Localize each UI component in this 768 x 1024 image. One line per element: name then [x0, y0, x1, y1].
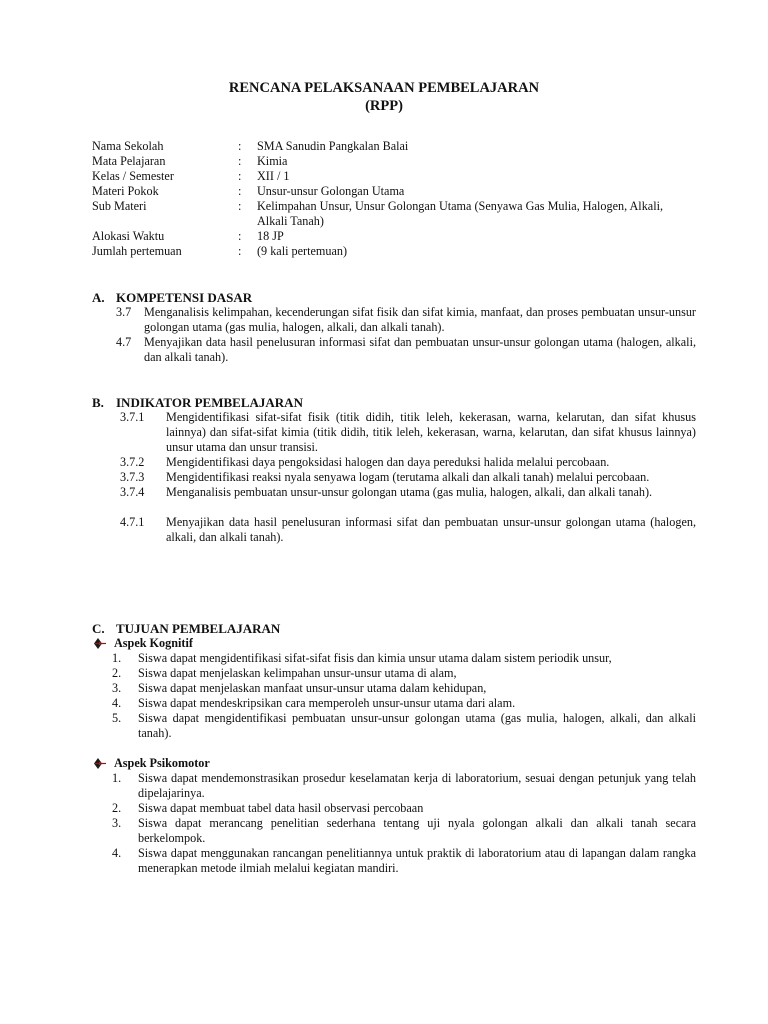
info-colon: : — [238, 169, 242, 183]
aspect-psikomotor-heading — [92, 756, 696, 771]
objective-text: Siswa dapat menjelaskan manfaat unsur-unsur utama dalam kehidupan, — [138, 681, 487, 695]
info-value: SMA Sanudin Pangkalan Balai — [257, 139, 409, 153]
info-label: Mata Pelajaran — [92, 154, 166, 168]
section-letter: B. — [92, 395, 104, 410]
kd-number: 4.7 — [116, 335, 132, 349]
kd-text: Menyajikan data hasil penelusuran informasi sifat dan pembuatan unsur-unsur golongan utama (halogen, alkali, dan alkali tanah). — [144, 335, 696, 364]
kd-item — [92, 305, 696, 335]
objective-item — [112, 651, 696, 666]
kd-number: 3.7 — [116, 305, 132, 319]
indicator-item — [120, 455, 696, 470]
section-heading — [92, 621, 696, 636]
info-row-subject — [92, 154, 692, 169]
objective-text: Siswa dapat mengidentifikasi sifat-sifat fisis dan kimia unsur utama dalam sistem periodik unsur, — [138, 651, 612, 665]
section-letter: A. — [92, 290, 105, 305]
info-label: Sub Materi — [92, 199, 147, 213]
info-colon: : — [238, 139, 242, 153]
indicator-item — [120, 470, 696, 485]
indicator-number: 3.7.2 — [120, 455, 145, 469]
section-indikator — [92, 395, 696, 545]
aspect-title: Aspek Psikomotor — [114, 756, 210, 770]
objective-item — [112, 711, 696, 741]
section-letter: C. — [92, 621, 105, 636]
info-colon: : — [238, 199, 242, 213]
document-subtitle: (RPP) — [365, 98, 403, 114]
objective-text: Siswa dapat menjelaskan kelimpahan unsur-unsur utama di alam, — [138, 666, 457, 680]
objective-text: Siswa dapat mengidentifikasi pembuatan unsur-unsur golongan utama (gas mulia, halogen, alkali, dan alkali tanah). — [138, 711, 696, 740]
objective-text: Siswa dapat menggunakan rancangan penelitiannya untuk praktik di laboratorium atau di lapangan dalam rangka menerapkan metode ilmiah melalui kegiatan mandiri. — [138, 846, 696, 875]
section-title: KOMPETENSI DASAR — [116, 290, 253, 305]
section-title: TUJUAN PEMBELAJARAN — [116, 621, 281, 636]
objective-item — [112, 681, 696, 696]
objective-number: 5. — [112, 711, 122, 725]
info-row-meetings — [92, 244, 692, 259]
indicator-number: 3.7.3 — [120, 470, 145, 484]
info-label: Materi Pokok — [92, 184, 159, 198]
info-value: 18 JP — [257, 229, 284, 243]
section-kompetensi-dasar — [92, 290, 696, 365]
section-title: INDIKATOR PEMBELAJARAN — [116, 395, 303, 410]
objective-item — [112, 666, 696, 681]
indicator-item — [120, 410, 696, 455]
section-heading — [92, 290, 696, 305]
objective-text: Siswa dapat mendemonstrasikan prosedur keselamatan kerja di laboratorium, sesuai dengan petunjuk yang telah dipelajarinya. — [138, 771, 696, 800]
objective-number: 3. — [112, 816, 122, 830]
objective-text: Siswa dapat mendeskripsikan cara memperoleh unsur-unsur utama dari alam. — [138, 696, 516, 710]
info-value: Kimia — [257, 154, 288, 168]
document-title: RENCANA PELAKSANAAN PEMBELAJARAN — [228, 80, 540, 96]
indicator-number: 3.7.4 — [120, 485, 145, 499]
info-label: Jumlah pertemuan — [92, 244, 182, 258]
info-row-class — [92, 169, 692, 184]
objective-number: 3. — [112, 681, 122, 695]
objective-item — [112, 696, 696, 711]
info-value: XII / 1 — [257, 169, 290, 183]
info-row-school — [92, 139, 692, 154]
objective-item — [112, 846, 696, 876]
info-value: Kelimpahan Unsur, Unsur Golongan Utama (Senyawa Gas Mulia, Halogen, Alkali, Alkali Tanah) — [257, 199, 664, 228]
objective-text: Siswa dapat merancang penelitian sederhana tentang uji nyala golongan alkali dan alkali tanah secara berkelompok. — [138, 816, 696, 845]
section-heading — [92, 395, 696, 410]
aspect-kognitif-heading — [92, 636, 696, 651]
aspect-title: Aspek Kognitif — [114, 636, 193, 650]
section-tujuan — [92, 621, 696, 876]
objective-number: 1. — [112, 771, 122, 785]
objective-number: 1. — [112, 651, 122, 665]
info-colon: : — [238, 229, 242, 243]
indicator-text: Mengidentifikasi sifat-sifat fisik (titik didih, titik leleh, kekerasan, warna, kelarutan, dan sifat khusus lainnya) dan sifat-sifat kimia (titik didih, titik leleh, kekerasan, warna, kelarutan, dan sifat khusus lainnya) unsur utama dan unsur transisi. — [166, 410, 696, 454]
indicator-item — [120, 515, 696, 545]
diamond-arrow-bullet-icon — [92, 636, 114, 651]
indicator-number: 3.7.1 — [120, 410, 145, 424]
info-value: (9 kali pertemuan) — [257, 244, 348, 258]
info-row-time — [92, 229, 692, 244]
info-label: Kelas / Semester — [92, 169, 174, 183]
indicator-item — [120, 485, 696, 500]
objective-number: 2. — [112, 666, 122, 680]
indicator-number: 4.7.1 — [120, 515, 145, 529]
kd-item — [92, 335, 696, 365]
info-value: Unsur-unsur Golongan Utama — [257, 184, 405, 198]
objective-number: 2. — [112, 801, 122, 815]
info-label: Alokasi Waktu — [92, 229, 165, 243]
info-label: Nama Sekolah — [92, 139, 164, 153]
indicator-text: Menganalisis pembuatan unsur-unsur golongan utama (gas mulia, halogen, alkali, dan alkali tanah). — [166, 485, 653, 499]
indicator-text: Menyajikan data hasil penelusuran informasi sifat dan pembuatan unsur-unsur golongan utama (halogen, alkali, dan alkali tanah). — [166, 515, 696, 544]
identity-table — [92, 139, 692, 259]
info-row-subtopic — [92, 199, 692, 229]
objective-number: 4. — [112, 846, 122, 860]
objective-item — [112, 771, 696, 801]
objective-item — [112, 801, 696, 816]
objective-item — [112, 816, 696, 846]
diamond-arrow-bullet-icon — [92, 756, 114, 771]
kd-text: Menganalisis kelimpahan, kecenderungan sifat fisik dan sifat kimia, manfaat, dan proses pembuatan unsur-unsur golongan utama (gas mulia, halogen, alkali, dan alkali tanah). — [144, 305, 696, 334]
info-colon: : — [238, 244, 242, 258]
objective-number: 4. — [112, 696, 122, 710]
indicator-text: Mengidentifikasi daya pengoksidasi halogen dan daya pereduksi halida melalui percobaan. — [166, 455, 610, 469]
info-row-topic — [92, 184, 692, 199]
indicator-text: Mengidentifikasi reaksi nyala senyawa logam (terutama alkali dan alkali tanah) melalui percobaan. — [166, 470, 650, 484]
objective-text: Siswa dapat membuat tabel data hasil observasi percobaan — [138, 801, 424, 815]
info-colon: : — [238, 184, 242, 198]
info-colon: : — [238, 154, 242, 168]
